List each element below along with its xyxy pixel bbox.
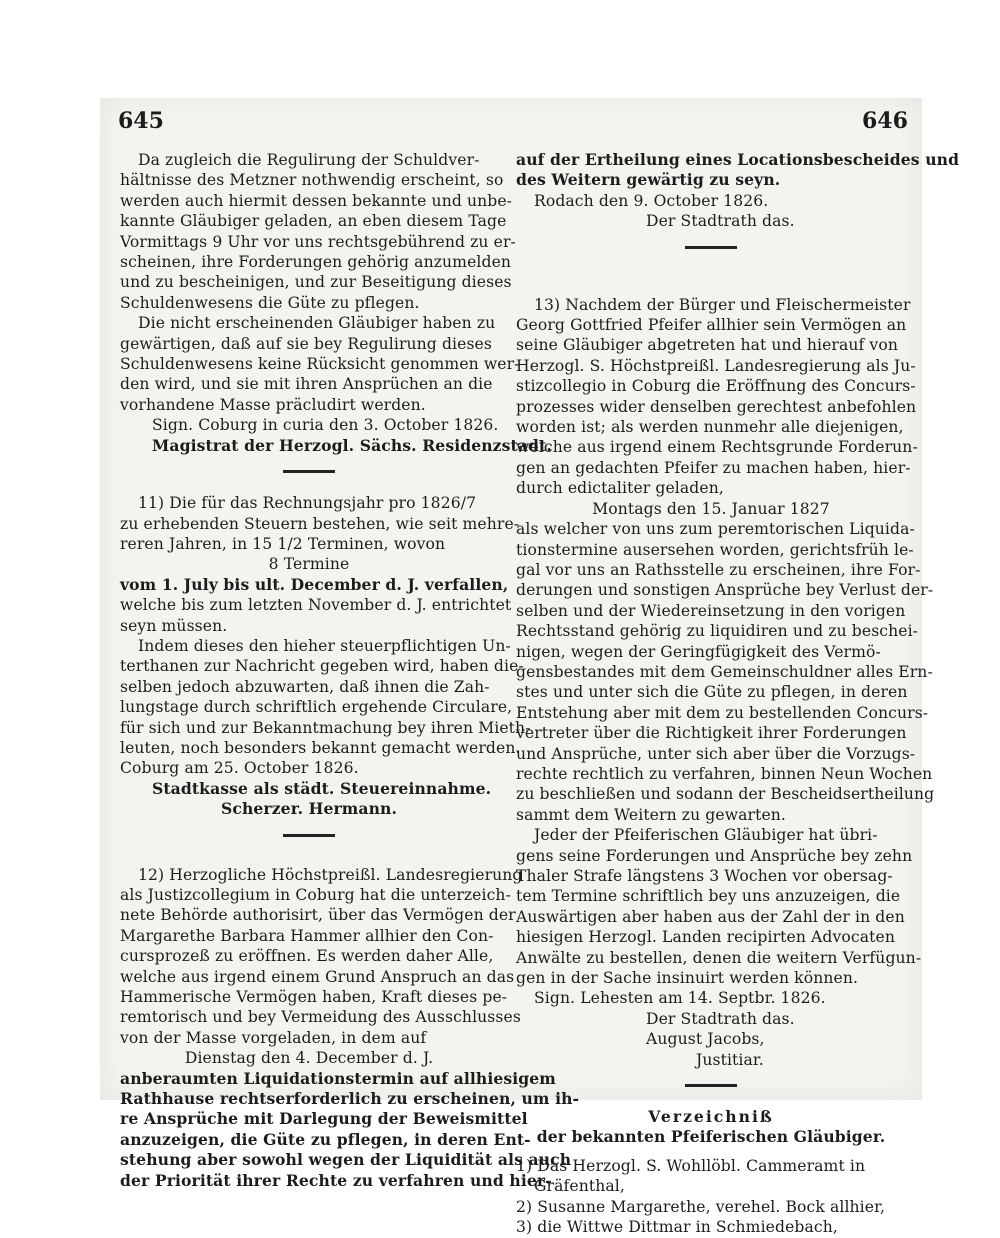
text-line: Herzogl. S. Höchstpreißl. Landesregierung als Ju-: [516, 356, 916, 375]
text-line: stes und unter sich die Güte zu pflegen, in deren: [516, 683, 908, 702]
text-line: Rechtsstand gehörig zu liquidiren und zu beschei-: [516, 622, 919, 641]
text-line: selben und der Wiedereinsetzung in den vorigen: [516, 601, 906, 620]
text-line: Rathhause rechtserforderlich zu erscheinen, um ih-: [120, 1089, 580, 1109]
text-line: den wird, und sie mit ihren Ansprüchen an die: [120, 375, 493, 394]
text-line: tionstermine ausersehen worden, gerichtsfrüh le-: [516, 540, 914, 559]
text-line: Thaler Strafe längstens 3 Wochen vor obersag-: [516, 867, 893, 885]
list-subheading: der bekannten Pfeiferischen Gläubiger.: [536, 1127, 886, 1147]
text-line: 13) Nachdem der Bürger und Fleischermeister: [534, 295, 911, 314]
text-line: nigen, wegen der Geringfügigkeit des Vermö-: [516, 642, 881, 661]
text-line: seine Gläubiger abgetreten hat und hierauf von: [516, 336, 898, 355]
text-line: Da zugleich die Regulirung der Schuldver-: [138, 151, 480, 169]
text-line: 11) Die für das Rechnungsjahr pro 1826/7: [138, 494, 477, 513]
text-line: auf der Ertheilung eines Locationsbescheides und: [516, 150, 960, 169]
text-line: Auswärtigen aber haben aus der Zahl der in den: [516, 907, 905, 926]
text-line: Jeder der Pfeiferischen Gläubiger hat übri-: [534, 826, 878, 845]
list-item: 2) Susanne Margarethe, verehel. Bock allhier,: [516, 1197, 885, 1216]
text-line: vom 1. July bis ult. December d. J. verfallen,: [120, 574, 509, 594]
text-line: cursprozeß zu eröffnen. Es werden daher Alle,: [120, 947, 494, 966]
text-line: zu beschließen und sodann der Bescheidsertheilung: [516, 785, 935, 804]
text-line: welche bis zum letzten November d. J. entrichtet: [120, 596, 512, 615]
left-column: [120, 150, 580, 1191]
text-line: leuten, noch besonders bekannt gemacht werden.: [120, 738, 521, 757]
notice-names: Scherzer. Hermann.: [220, 799, 398, 819]
text-line: Schuldenwesens keine Rücksicht genommen wer-: [120, 355, 520, 374]
signer-title: Justitiar.: [696, 1050, 764, 1069]
text-line: selben jedoch abzuwarten, daß ihnen die Zah-: [120, 677, 490, 696]
section-divider: [685, 1084, 737, 1087]
text-line: durch edictaliter geladen,: [516, 479, 724, 498]
text-line: hältnisse des Metzner nothwendig erscheint, so: [120, 171, 504, 190]
text-line: derungen und sonstigen Ansprüche bey Verlust der-: [516, 581, 934, 600]
centered-date: Montags den 15. Januar 1827: [592, 499, 830, 518]
text-line: reren Jahren, in 15 1/2 Terminen, wovon: [120, 534, 446, 553]
text-line: und Ansprüche, unter sich aber über die Vorzugs-: [516, 744, 916, 763]
text-line: vorhandene Masse präcludirt werden.: [120, 395, 426, 414]
centered-date: Dienstag den 4. December d. J.: [184, 1049, 434, 1068]
text-line: tem Termine schriftlich bey uns anzuzeigen, die: [516, 887, 901, 906]
notice-authority: Magistrat der Herzogl. Sächs. Residenzstadt.: [152, 435, 552, 455]
text-line: des Weitern gewärtig zu seyn.: [516, 170, 781, 190]
text-line: 12) Herzogliche Höchstpreißl. Landesregierung: [138, 865, 523, 884]
signer-name: August Jacobs,: [646, 1030, 765, 1049]
text-line: anberaumten Liquidationstermin auf allhiesigem: [120, 1068, 556, 1088]
text-line: hiesigen Herzogl. Landen recipirten Advocaten: [516, 928, 895, 947]
notice-authority: Der Stadtrath das.: [646, 212, 795, 231]
text-line: der Priorität ihrer Rechte zu verfahren und hier-: [120, 1170, 552, 1190]
text-line: welche aus irgend einem Grund Anspruch an das: [120, 967, 515, 986]
text-line: Anwälte zu bestellen, denen die weitern Verfügun-: [516, 948, 922, 967]
text-line: scheinen, ihre Forderungen gehörig anzumelden: [120, 253, 512, 272]
text-line: anzuzeigen, die Güte zu pflegen, in deren Ent-: [120, 1129, 531, 1149]
text-line: von der Masse vorgeladen, in dem auf: [120, 1028, 427, 1047]
text-line: gewärtigen, daß auf sie bey Regulirung dieses: [120, 334, 492, 353]
notice-authority: Der Stadtrath das.: [646, 1009, 795, 1028]
page-number-right: 646: [862, 108, 908, 134]
text-line: gensbestandes mit dem Gemeinschuldner alles Ern-: [516, 662, 933, 681]
text-line: gens seine Forderungen und Ansprüche bey zehn: [516, 846, 913, 865]
text-line: prozesses wider denselben gerechtest anbefohlen: [516, 397, 917, 416]
text-line: Margarethe Barbara Hammer allhier den Con-: [120, 926, 494, 945]
text-line: rechte rechtlich zu verfahren, binnen Neun Wochen: [516, 764, 933, 783]
text-line: als welcher von uns zum peremtorischen Liquida-: [516, 520, 915, 539]
section-divider: [685, 246, 737, 249]
text-line: Georg Gottfried Pfeifer allhier sein Vermögen an: [516, 316, 907, 335]
text-line: kannte Gläubiger geladen, an eben diesem Tage: [120, 212, 507, 231]
text-line: terthanen zur Nachricht gegeben wird, haben die-: [120, 657, 524, 676]
text-line: und zu bescheinigen, und zur Beseitigung dieses: [120, 273, 512, 292]
notice-signature: Sign. Coburg in curia den 3. October 1826.: [152, 416, 499, 435]
text-line: gen in der Sache insinuirt werden können.: [516, 969, 859, 988]
list-item: Gräfenthal,: [534, 1177, 625, 1196]
text-line: remtorisch und bey Vermeidung des Ausschlusses: [120, 1008, 521, 1027]
centered-line: 8 Termine: [268, 555, 350, 574]
page-number-left: 645: [118, 108, 164, 134]
notice-authority: Stadtkasse als städt. Steuereinnahme.: [152, 778, 492, 798]
notice-signature: Rodach den 9. October 1826.: [534, 191, 769, 210]
right-column: [516, 150, 960, 1238]
notice-text: [120, 150, 520, 415]
text-line: seyn müssen.: [120, 616, 228, 635]
text-line: lungstage durch schriftlich ergehende Circulare,: [120, 698, 513, 717]
text-line: als Justizcollegium in Coburg hat die unterzeich-: [120, 886, 511, 904]
text-line: Entstehung aber mit dem zu bestellenden Concurs-: [516, 703, 929, 722]
notice-signature: Sign. Lehesten am 14. Septbr. 1826.: [534, 989, 826, 1008]
text-line: für sich und zur Bekanntmachung bey ihren Mieth-: [120, 718, 531, 737]
section-divider: [283, 834, 335, 837]
text-line: werden auch hiermit dessen bekannte und unbe-: [120, 191, 513, 210]
text-line: zu erhebenden Steuern bestehen, wie seit mehre-: [120, 514, 520, 533]
text-line: worden ist; als werden nunmehr alle diejenigen,: [516, 418, 904, 437]
list-item: 1) Das Herzogl. S. Wohllöbl. Cammeramt in: [516, 1156, 866, 1175]
text-line: stehung aber sowohl wegen der Liquidität als auch: [120, 1150, 572, 1170]
list-heading: Verzeichniß: [648, 1107, 774, 1127]
text-line: stizcollegio in Coburg die Eröffnung des Concurs-: [516, 377, 916, 396]
text-line: Hammerische Vermögen haben, Kraft dieses pe-: [120, 988, 508, 1007]
text-line: vertreter über die Richtigkeit ihrer Forderungen: [516, 724, 907, 743]
text-line: gal vor uns an Rathsstelle zu erscheinen, ihre For-: [516, 560, 921, 579]
list-item: 3) die Wittwe Dittmar in Schmiedebach,: [516, 1218, 838, 1237]
text-line: Schuldenwesens die Güte zu pflegen.: [120, 293, 420, 312]
text-line: welche aus irgend einem Rechtsgrunde Forderun-: [516, 438, 918, 457]
notice-signature: Coburg am 25. October 1826.: [120, 759, 359, 778]
text-line: Vormittags 9 Uhr vor uns rechtsgebührend zu er-: [120, 232, 516, 251]
text-line: gen an gedachten Pfeifer zu machen haben, hier-: [516, 458, 911, 477]
section-divider: [283, 470, 335, 473]
text-line: Indem dieses den hieher steuerpflichtigen Un-: [138, 636, 511, 655]
text-line: Die nicht erscheinenden Gläubiger haben zu: [138, 314, 496, 333]
text-line: re Ansprüche mit Darlegung der Beweismittel: [120, 1109, 528, 1129]
text-line: sammt dem Weitern zu gewarten.: [516, 805, 786, 824]
text-line: nete Behörde authorisirt, über das Vermögen der: [120, 906, 516, 925]
